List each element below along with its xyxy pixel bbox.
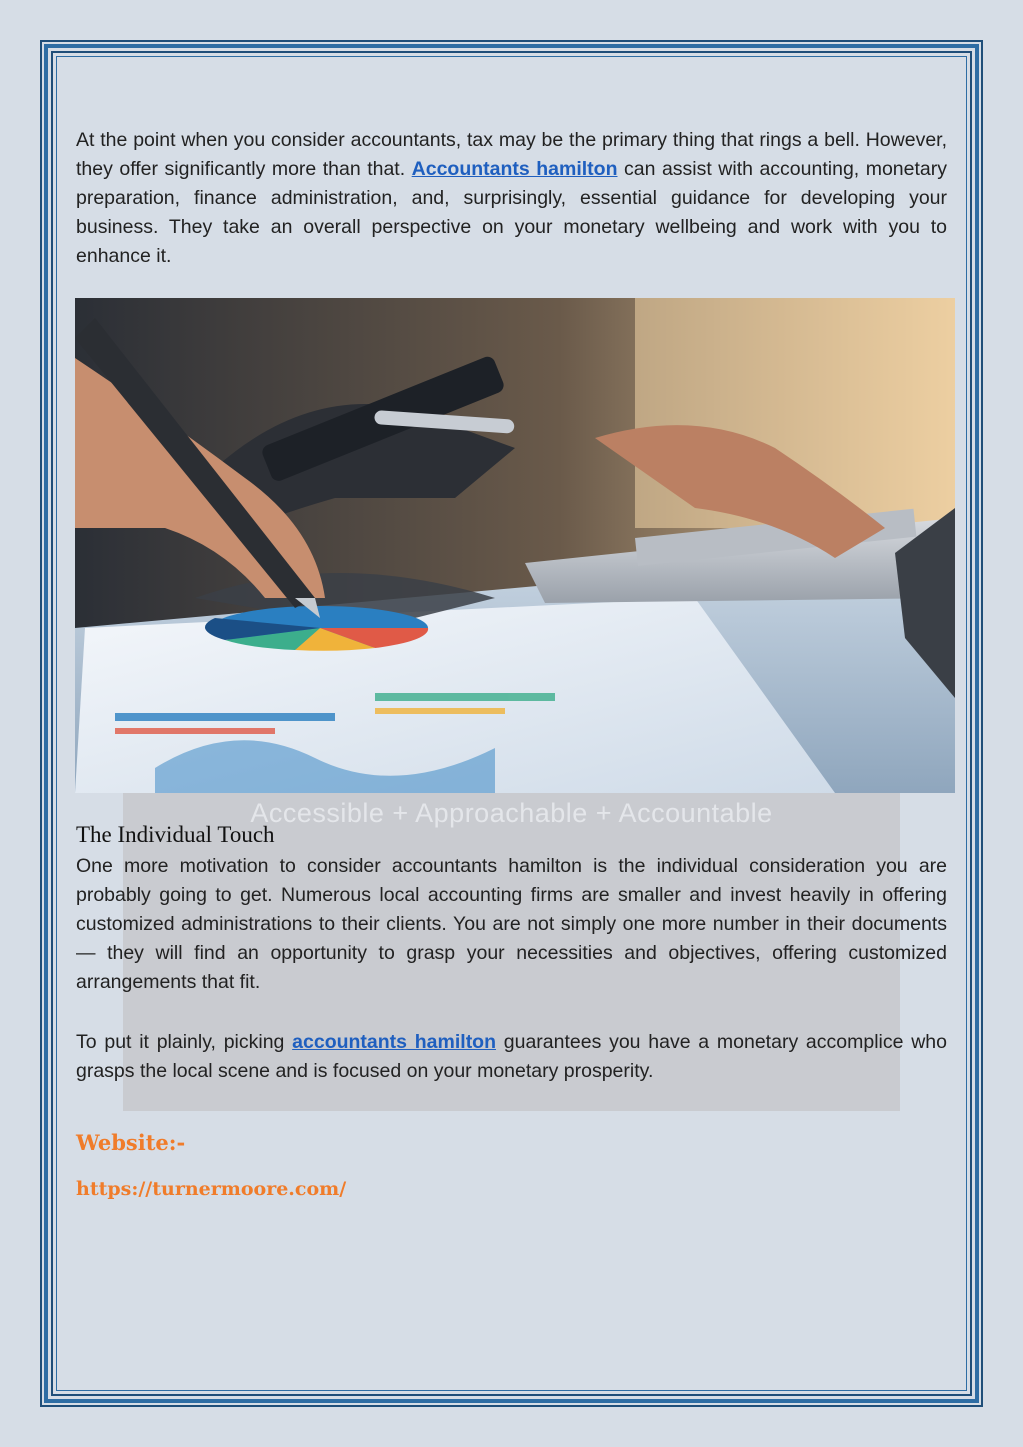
intro-text-start: At the point when you consider accountants, tax may be the primary thing that rings a bell. However, they offer significantly more than that.	[76, 129, 947, 180]
image-caption: Accessible + Approachable + Accountable	[250, 798, 773, 828]
summary-text-end: guarantees you have a monetary accomplice who grasps the local scene and is focused on your monetary prosperity.	[76, 1031, 947, 1082]
website-url-link[interactable]: https://turnermoore.com/	[76, 1178, 347, 1200]
website-label: Website:-	[76, 1130, 186, 1155]
summary-text-start: To put it plainly, picking	[76, 1031, 293, 1053]
section-heading: The Individual Touch	[76, 822, 275, 847]
intro-paragraph	[76, 126, 947, 271]
accountants-hamilton-link[interactable]: Accountants hamilton	[411, 158, 618, 180]
accounting-photo	[75, 298, 955, 793]
intro-text-end: can assist with accounting, monetary preparation, finance administration, and, surprisingly, essential guidance for developing your business. They take an overall perspective on your monetary wellbeing and work with you to enhance it.	[76, 158, 947, 267]
summary-paragraph	[76, 1028, 947, 1086]
individual-touch-paragraph: One more motivation to consider accountants hamilton is the individual consideration you are probably going to get. Numerous local accounting firms are smaller and invest heavily in offering customized administrations to their clients. You are not simply one more number in their documents — they will find an opportunity to grasp your necessities and objectives, offering customized arrangements that fit.	[76, 855, 947, 993]
accountants-hamilton-link-2[interactable]: accountants hamilton	[292, 1031, 497, 1053]
